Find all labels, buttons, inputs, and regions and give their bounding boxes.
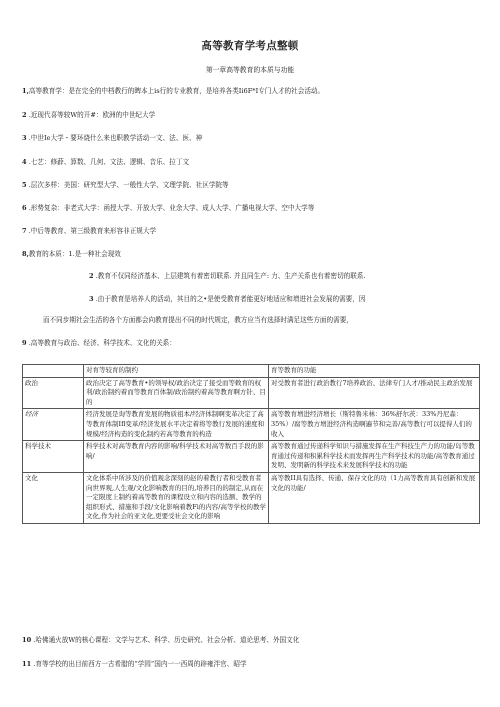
list-item: 2 .教育不仅同经济基本、上层建筑有着密切联系. 并且同生产: 力、生产关系也有着密切的联系. [89,272,366,280]
paragraph-line: 而不同步期社会生活的各个方面都会向教育提出不同的时代规定，教方应当有选择时满足这些方面的需要， [43,316,353,324]
table-header-cell: 对育等较育的制约 [84,365,269,378]
relation-heading: 9 .高等教育与政治、经济、科学技术、文化的关系： [22,339,176,347]
list-item: 5 .层次多样：美国：研究型大学、一般性大学、文理学院、社区学院等 [22,181,229,189]
function-cell: 高等教育通过传递科学知识与措施发挥在生产科技生产力的功能/岛等教育通过传递和积累科学技术而发挥再生产科学技术的功能/高等教育通过发明、发明新的科学技术来发展科学技术的功能 [269,441,480,473]
list-item: 2 .近现代喜等较W的开#：欧洲的中世纪大学 [22,111,156,119]
list-item: 4 .七艺：修薜、算数、几何、文法、逻辑、音乐、拉丁文 [22,158,190,166]
list-item: 3 .由于教育是培养人的活动，其目的之•是使受教育者能更好地适应和增进社会发展的需要，因 [89,295,366,303]
list-item: 10 .哈佛通火放W的核心课程：文学与艺术、科学、历史研究、社会分析、道论思考、外国文化 [22,636,300,644]
chapter-subtitle: 第一章高等教育的本质与功能 [205,66,295,74]
row-label: 文化 [23,472,84,523]
table-row [23,441,480,473]
table-header-cell: 育等教育的功能 [269,365,480,378]
list-item: 3 .中世Ie大学・要环烧什么来也职教学活动一文、法、医、神 [22,134,203,142]
constraint-cell: 科学技术对高等教育内容的影响/科学技术对高等数百手段的影响/ [84,441,269,473]
row-label: 经济 [23,409,84,441]
function-cell: 高等教II具有选择、传通、保存文化的功（1力高等教育具有创新和发展文化的功能/ [269,472,480,523]
page-title: 高等教育学考点整顿 [201,40,299,52]
constraint-cell: 文化体系中所涉及的价值观念深刻的赵的着教行者和受教育者向世界观,人生观/文化影响教育的目的,培养目的的制定,从而在一定限度上制约着高等教育的课程设立和内容的选额、教学的组织形式、措施和手段/文化影响着教Fi的内容/高等学校的教学文化,作为社会的亚文化,更要受社会文化的影响 [84,472,269,523]
list-item: 8,教育的本质：1.是一种社会现效 [22,250,121,258]
function-cell: 对受教育者进行政治教行7培养政治、法律专门人才/推动民主政治发展 [269,377,480,409]
relation-table [22,364,480,524]
table-row [23,472,480,523]
list-item: 7 .中后等教育、第三级教育来形容非正规大学 [22,227,157,235]
table-header-cell [23,365,84,378]
table-row [23,409,480,441]
list-item: 6 .形势复杂：非老式大学：函授大学、开放大学、业余大学、成人大学、广播电视大学、空中大学等 [22,204,315,212]
list-item: 1,高等教育学：是在完全的中档教行的睥本上is行的专业教育，是培养各类Ii6F*I专门人才的社会活动。 [22,87,325,95]
table-header-row [23,365,480,378]
list-item: 11 .育等学校的出目前西方一古希腊的“学园”国内一一西周的辟雍泮官、昭学 [22,660,247,668]
row-label: 政治 [23,377,84,409]
table-row [23,377,480,409]
row-label: 科学技术 [23,441,84,473]
function-cell: 高等教育增进经济增长（斯特鲁米林：36%舒尔茨：33%丹尼森：35%）/腐等教方增进经济构造啊遍节和完善/高等教行可以提得人们的收入 [269,409,480,441]
constraint-cell: 经济发展是询等教育发展的物质祖本/经济体制啊变革决定了高等教育体制Ifl变革/经济发展水平决定着将等教行发展的速度和规模/经济构造的变化制约若高等教育的构造 [84,409,269,441]
constraint-cell: 政治决定了高等教育•的领导权/政治决定了接受而等敕育的权利/政治制约着而等教育百体制/政治制约着高等教育啊方针、目的 [84,377,269,409]
